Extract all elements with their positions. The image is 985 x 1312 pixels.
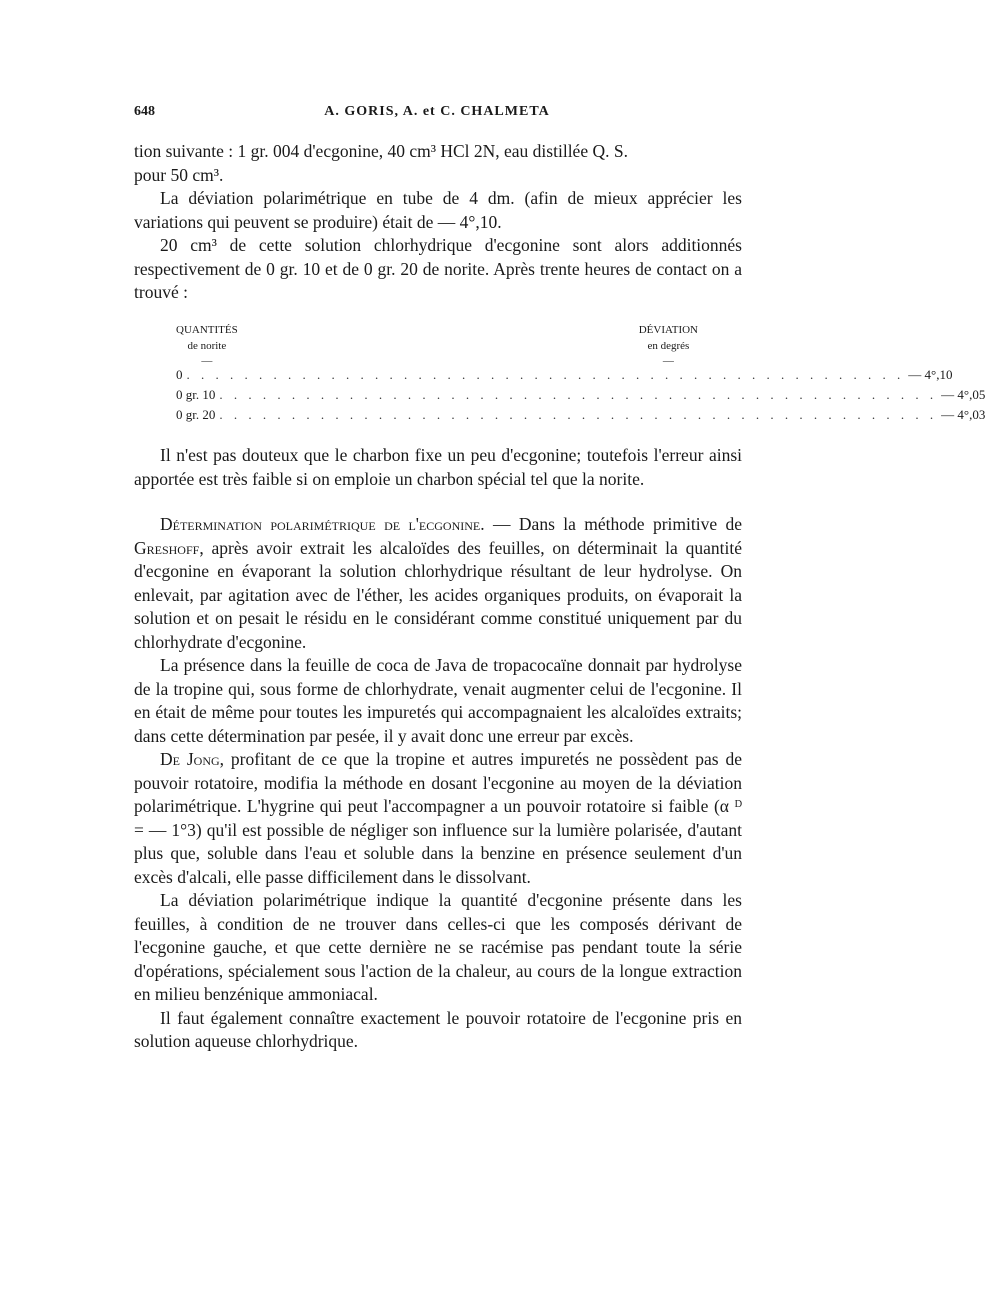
continuation-line-1: tion suivante : 1 gr. 004 d'ecgonine, 40 cm³ HCl 2N, eau distillée Q. S. — [134, 141, 628, 161]
author-greshoff: Greshoff — [134, 537, 200, 558]
row-quantity: 0 — [176, 367, 183, 382]
table-header-quantity — [176, 322, 238, 368]
page-number: 648 — [134, 104, 155, 119]
text-block-top — [134, 140, 742, 305]
determination-text-b: , après avoir extrait les alcaloïdes des feuilles, on déterminait la quantité d'ecgonine en évaporant la solution chlorhydrique résultant de leur hydrolyse. On enlevait, par agitation avec de l'éther, les acides organiques produits, on évaporait la solution et on pesait le résidu en le considérant comme constitué uniquement par du chlorhydrate d'ecgonine. — [134, 537, 742, 652]
col1-subtitle: de norite — [187, 340, 227, 352]
continuation-line-2: pour 50 cm³. — [134, 164, 224, 185]
col2-subtitle: en degrés — [647, 340, 690, 352]
paragraph-20cm: 20 cm³ de cette solution chlorhydrique d'ecgonine sont alors additionnés respectivement de 0 gr. 10 et de 0 gr. 20 de norite. Après trente heures de contact on a trouvé : — [134, 235, 742, 302]
paragraph-final: Il faut également connaître exactement le pouvoir rotatoire de l'ecgonine pris en solution aqueuse chlorhydrique. — [134, 1007, 742, 1051]
row-quantity: 0 gr. 10 — [176, 387, 216, 402]
running-title: A. GORIS, A. et C. CHALMETA — [324, 104, 550, 119]
determination-text-a: — Dans la méthode primitive de — [484, 514, 743, 534]
leader-dots: . . . . . . . . . . . . . . . . . . . . . . . . . . . . . . . . . . . . . . . . . . . . . . . . . . — [186, 367, 905, 382]
row-deviation: — 4°,10 — [908, 367, 953, 382]
paragraph-determination — [134, 513, 742, 654]
col1-title: QUANTITÉS — [176, 324, 238, 336]
page-header — [134, 104, 740, 126]
paragraph-charbon: Il n'est pas douteux que le charbon fixe un peu d'ecgonine; toutefois l'erreur ainsi apportée est très faible si on emploie un charbon spécial tel que la norite. — [134, 445, 742, 489]
col1-dash: — — [201, 355, 213, 367]
row-quantity: 0 gr. 20 — [176, 407, 216, 422]
paragraph-deviation-2: La déviation polarimétrique indique la quantité d'ecgonine présente dans les feuilles, à condition de ne trouver dans celles-ci que les composés dérivant de l'ecgonine gauche, et que cette dernière ne se racémise pas pendant toute la série d'opérations, spécialement sous l'action de la chaleur, au cours de la longue extraction en milieu benzénique ammoniacal. — [134, 890, 742, 1004]
table-row — [176, 386, 985, 404]
table-row — [176, 366, 953, 384]
row-deviation: — 4°,05 — [941, 387, 985, 402]
table-header-deviation — [639, 322, 698, 368]
leader-dots: . . . . . . . . . . . . . . . . . . . . . . . . . . . . . . . . . . . . . . . . . . . . . . . . . . — [219, 407, 938, 422]
paragraph-presence: La présence dans la feuille de coca de Java de tropacocaïne donnait par hydrolyse de la tropine qui, sous forme de chlorhydrate, venait augmenter celui de l'ecgonine. Il en était de même pour toutes les impuretés qui accompagnaient les alcaloïdes extraits; dans cette détermination par pesée, il y avait donc une erreur par excès. — [134, 655, 742, 746]
text-block-bottom — [134, 444, 742, 1054]
author-dejong: De Jong — [160, 749, 220, 769]
table-row — [176, 406, 985, 424]
section-heading: Détermination polarimétrique de l'ecgonine. — [160, 514, 485, 534]
row-deviation: — 4°,03 — [941, 407, 985, 422]
leader-dots: . . . . . . . . . . . . . . . . . . . . . . . . . . . . . . . . . . . . . . . . . . . . . . . . . . — [219, 387, 938, 402]
col2-title: DÉVIATION — [638, 324, 698, 336]
dejong-text: , profitant de ce que la tropine et autres impuretés ne possèdent pas de pouvoir rotatoire, modifia la méthode en dosant l'ecgonine au moyen de la déviation polarimétrique. L'hygrine qui peut l'accompagner a un pouvoir rotatoire si faible (α ᴰ = — 1°3) qu'il est possible de négliger son influence sur la lumière polarisée, d'autant plus que, soluble dans l'eau et soluble dans la benzine en présence seulement d'un excès d'alcali, elle passe difficilement dans le dissolvant. — [134, 749, 742, 887]
paragraph-dejong — [134, 748, 742, 889]
paragraph-deviation: La déviation polarimétrique en tube de 4 dm. (afin de mieux apprécier les variations qui peuvent se produire) était de — 4°,10. — [134, 188, 742, 232]
col2-dash: — — [662, 355, 674, 367]
